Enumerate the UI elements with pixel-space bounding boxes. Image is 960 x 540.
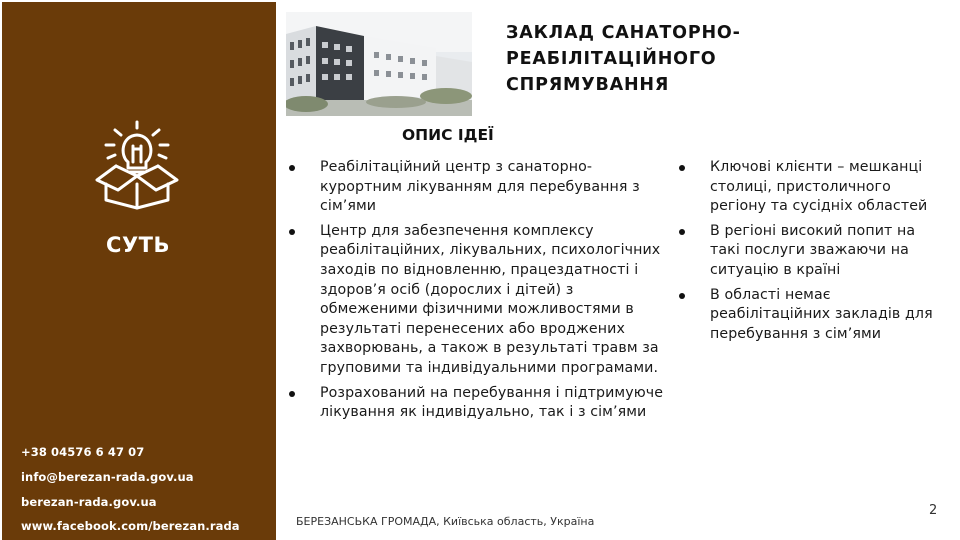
- contact-email-link[interactable]: info@berezan-rada.gov.ua: [21, 470, 194, 484]
- bullet-item: [710, 158, 945, 217]
- bullet-dot-icon: [679, 165, 685, 171]
- section-title: ОПИС ІДЕЇ: [402, 126, 494, 144]
- bullet-dot-icon: [289, 391, 295, 397]
- bullet-text: Розрахований на перебування і підтримуюче лікування як індивідуально, так і з сім’ями: [320, 384, 664, 421]
- bullet-item: [320, 158, 665, 217]
- bullet-text: В регіоні високий попит на такі послуги зважаючи на ситуацію в країні: [710, 222, 916, 278]
- bullet-item: [710, 222, 945, 281]
- building-photo: [286, 12, 472, 116]
- bullet-text: Реабілітаційний центр з санаторно-курортним лікуванням для перебування з сім’ями: [320, 159, 640, 215]
- title-line-3: СПРЯМУВАННЯ: [506, 75, 670, 95]
- page-title: [506, 20, 806, 98]
- bullet-item: [320, 384, 665, 423]
- lightbulb-box-icon: [92, 118, 182, 210]
- title-line-1: ЗАКЛАД САНАТОРНО-: [506, 23, 741, 43]
- right-bullet-list: [710, 158, 945, 349]
- contact-facebook-link[interactable]: www.facebook.com/berezan.rada: [21, 519, 240, 533]
- bullet-dot-icon: [679, 229, 685, 235]
- footer-community: БЕРЕЗАНСЬКА ГРОМАДА: [296, 515, 437, 528]
- bullet-dot-icon: [289, 229, 295, 235]
- contact-phone: +38 04576 6 47 07: [21, 445, 145, 459]
- bullet-text: Ключові клієнти – мешканці столиці, пристоличного регіону та сусідніх областей: [710, 159, 928, 215]
- bullet-text: Центр для забезпечення комплексу реабілітаційних, лікувальних, психологічних заходів по відновленню, працездатності і здоров’я осіб (дорослих і дітей) з обмеженими фізичними можливостями в результаті перенесених або вроджених захворювань, а також в результаті травм за груповими та індивідуальними програмами.: [320, 222, 661, 376]
- title-line-2: РЕАБІЛІТАЦІЙНОГО: [506, 49, 717, 69]
- bullet-item: [320, 222, 665, 379]
- footer-caption: [296, 515, 594, 528]
- left-bullet-list: [320, 158, 665, 428]
- sidebar: [0, 0, 276, 540]
- page-number: 2: [929, 503, 938, 518]
- sidebar-heading: СУТЬ: [106, 233, 170, 257]
- bullet-dot-icon: [289, 165, 295, 171]
- bullet-text: В області немає реабілітаційних закладів для перебування з сім’ями: [710, 286, 933, 342]
- bullet-item: [710, 286, 945, 345]
- contact-website-link[interactable]: berezan-rada.gov.ua: [21, 495, 157, 509]
- footer-region: , Київська область, Україна: [436, 515, 595, 528]
- bullet-dot-icon: [679, 293, 685, 299]
- sidebar-border: [0, 0, 276, 540]
